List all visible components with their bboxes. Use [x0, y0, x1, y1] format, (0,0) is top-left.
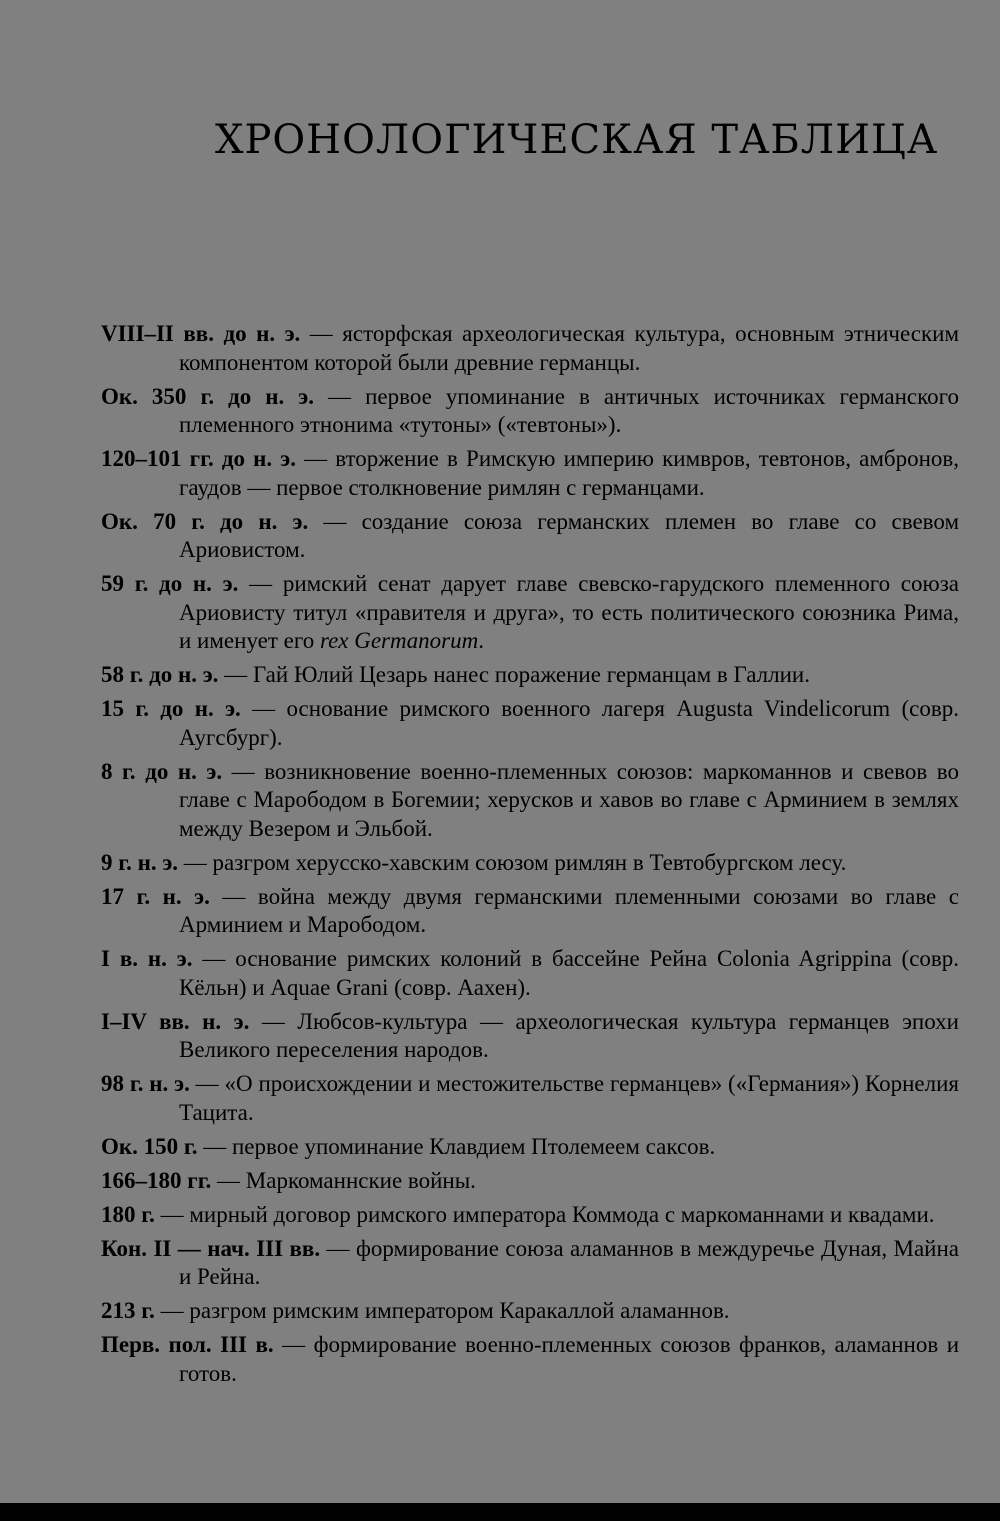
entry-separator: — — [314, 383, 366, 409]
entry-text: Гай Юлий Цезарь нанес поражение германцам в Галлии. — [252, 662, 810, 687]
chronology-entry — [101, 1008, 959, 1065]
chronology-entry — [101, 1331, 959, 1388]
entry-separator: — — [218, 662, 253, 687]
entry-text: основание римских колоний в бассейне Рейна Colonia Agrippina (совр. Кёльн) и Aquae Grani (совр. Аахен). — [179, 946, 960, 1000]
entry-date: 166–180 гг. — [101, 1167, 212, 1193]
chronology-entry — [101, 1297, 959, 1326]
entry-separator: — — [295, 446, 336, 471]
chronology-entry — [101, 1235, 959, 1292]
entry-date: Ок. 70 г. до н. э. — [101, 508, 309, 534]
entry-separator: — — [189, 1071, 225, 1096]
entry-separator: — — [192, 946, 236, 971]
entry-date: Перв. пол. III в. — [101, 1332, 274, 1357]
chronology-entry — [101, 661, 959, 690]
chronology-entry — [101, 320, 959, 377]
entry-text: формирование союза аламаннов в междуречье Дуная, Майна и Рейна. — [179, 1235, 960, 1289]
chronology-entry — [101, 1133, 959, 1162]
entry-text: мирный договор римского императора Коммода с маркоманнами и квадами. — [189, 1201, 935, 1227]
entry-separator: — — [154, 1201, 190, 1227]
entry-separator: — — [178, 849, 213, 875]
entry-separator: — — [320, 1235, 356, 1261]
chronology-entry — [101, 383, 959, 440]
entry-date: 8 г. до н. э. — [101, 758, 223, 784]
entry-text: первое упоминание в античных источниках германского племенного этнонима «тутоны» («тевтоны»). — [179, 383, 959, 437]
entry-separator: — — [154, 1298, 190, 1323]
entry-separator: — — [197, 1133, 232, 1159]
entry-separator: — — [211, 1167, 246, 1193]
chronology-entry — [101, 945, 959, 1002]
entry-text: «О происхождении и местожительстве германцев» («Германия») Корнелия Тацита. — [179, 1071, 960, 1125]
entry-separator: — — [300, 321, 343, 346]
entry-date: Ок. 150 г. — [101, 1133, 198, 1159]
entry-date: VIII–II вв. до н. э. — [101, 321, 301, 346]
entry-date: Кон. II — нач. III вв. — [101, 1235, 321, 1261]
entry-text: основание римского военного лагеря Augusta Vindelicorum (совр. Аугсбург). — [179, 696, 960, 750]
entry-date: 17 г. н. э. — [101, 883, 210, 909]
chronology-entry — [101, 849, 959, 878]
entry-text-end: . — [478, 628, 484, 653]
chronology-entry — [101, 695, 959, 752]
entry-text: создание союза германских племен во главе со свевом Ариовистом. — [179, 508, 960, 562]
entry-date: 120–101 гг. до н. э. — [101, 446, 296, 471]
entry-text: вторжение в Римскую империю кимвров, тевтонов, амбронов, гаудов — первое столкновение римлян с германцами. — [179, 446, 960, 500]
entry-date: 59 г. до н. э. — [101, 571, 239, 596]
entry-text: возникновение военно-племенных союзов: маркоманнов и свевов во главе с Марободом в Богемии; херусков и хавов во главе с Арминием в землях между Везером и Эльбой. — [179, 758, 959, 841]
entry-text: война между двумя германскими племенными союзами во главе с Арминием и Марободом. — [179, 883, 959, 937]
entry-text: разгром херусско-хавским союзом римлян в Тевтобургском лесу. — [212, 849, 847, 875]
entry-date: 213 г. — [101, 1298, 155, 1323]
entry-date: 9 г. н. э. — [101, 849, 179, 875]
entry-text: формирование военно-племенных союзов франков, аламаннов и готов. — [179, 1332, 960, 1386]
entry-separator: — — [308, 508, 362, 534]
entry-text: первое упоминание Клавдием Птолемеем саксов. — [232, 1133, 716, 1159]
entry-text: разгром римским императором Каракаллой аламаннов. — [189, 1298, 730, 1323]
entry-text: Маркоманнские войны. — [245, 1167, 476, 1193]
entry-separator: — — [222, 758, 265, 784]
chronology-entry — [101, 445, 959, 502]
entry-separator: — — [249, 1008, 298, 1034]
chronology-entry — [101, 1201, 959, 1230]
entry-date: I в. н. э. — [101, 946, 193, 971]
entry-date: 98 г. н. э. — [101, 1071, 190, 1096]
entry-separator: — — [238, 571, 283, 596]
entry-text: Любсов-культура — археологическая культура германцев эпохи Великого переселения народов. — [179, 1008, 959, 1062]
entry-separator: — — [273, 1332, 314, 1357]
entry-date: 58 г. до н. э. — [101, 662, 219, 687]
entry-date: 15 г. до н. э. — [101, 696, 241, 721]
chronology-entry — [101, 883, 959, 940]
chronology-entry — [101, 508, 959, 565]
chronology-entry — [101, 1167, 959, 1196]
entry-date: I–IV вв. н. э. — [101, 1008, 250, 1034]
chronology-entry — [101, 1070, 959, 1127]
entry-separator: — — [209, 883, 258, 909]
entry-text: римский сенат дарует главе свевско-гарудского племенного союза Ариовисту титул «правителя и друга», то есть политического союзника Рима, и именует его — [179, 571, 959, 653]
entry-date: 180 г. — [101, 1201, 155, 1227]
chronology-entry — [101, 570, 959, 656]
scan-border — [0, 1503, 1000, 1521]
page-title: ХРОНОЛОГИЧЕСКАЯ ТАБЛИЦА — [215, 117, 939, 163]
entry-date: Ок. 350 г. до н. э. — [101, 383, 315, 409]
entry-text-italic: rex Germanorum — [319, 628, 479, 653]
chronology-entry — [101, 758, 959, 844]
entry-separator: — — [240, 696, 287, 721]
chronology-list — [101, 320, 959, 1394]
entry-text: ясторфская археологическая культура, основным этническим компонентом которой были древние германцы. — [179, 321, 960, 375]
